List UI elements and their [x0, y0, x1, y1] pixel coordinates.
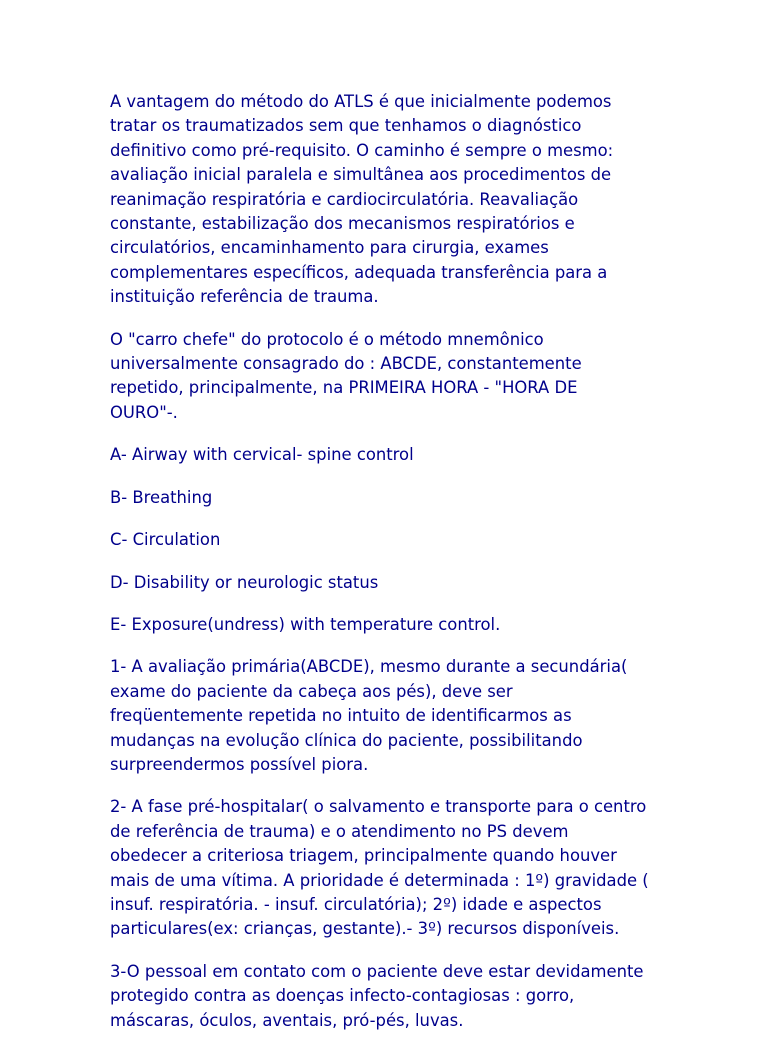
paragraph-atls-advantage: A vantagem do método do ATLS é que inicialmente podemos tratar os traumatizados sem que tenhamos o diagnóstico definitivo como pré-requisito. O caminho é sempre o mesmo: avaliação inicial paralela e simultânea aos procedimentos de reanimação respiratória e cardiocirculatória. Reavaliação constante, estabilização dos mecanismos respiratórios e circulatórios, encaminhamento para cirurgia, exames complementares específicos, adequada transferência para a instituição referência de trauma.: [110, 92, 614, 307]
document-page: [110, 90, 650, 1051]
list-item-disability: D- Disability or neurologic status: [110, 572, 379, 592]
paragraph-personnel-protection: 3-O pessoal em contato com o paciente deve estar devidamente protegido contra as doenças infecto-contagiosas : gorro, máscaras, óculos, aventais, pró-pés, luvas.: [110, 961, 644, 1030]
paragraph-primary-evaluation: 1- A avaliação primária(ABCDE), mesmo durante a secundária( exame do paciente da cabeça aos pés), deve ser freqüentemente repetida no intuito de identificarmos as mudanças na evolução clínica do paciente, possibilitando surpreendermos possível piora.: [110, 657, 628, 774]
list-item-exposure: E- Exposure(undress) with temperature control.: [110, 614, 501, 634]
list-item-circulation: C- Circulation: [110, 530, 221, 550]
list-item-breathing: B- Breathing: [110, 487, 213, 507]
paragraph-abcde-intro: O "carro chefe" do protocolo é o método mnemônico universalmente consagrado do : ABCDE, constantemente repetido, principalmente, na PRIMEIRA HORA - "HORA DE OURO"-.: [110, 329, 582, 422]
list-item-airway: A- Airway with cervical- spine control: [110, 445, 414, 465]
paragraph-prehospital-phase: 2- A fase pré-hospitalar( o salvamento e transporte para o centro de referência de trauma) e o atendimento no PS devem obedecer a criteriosa triagem, principalmente quando houver mais de uma vítima. A prioridade é determinada : 1º) gravidade ( insuf. respiratória. - insuf. circulatória); 2º) idade e aspectos particulares(ex: crianças, gestante).- 3º) recursos disponíveis.: [110, 797, 649, 939]
